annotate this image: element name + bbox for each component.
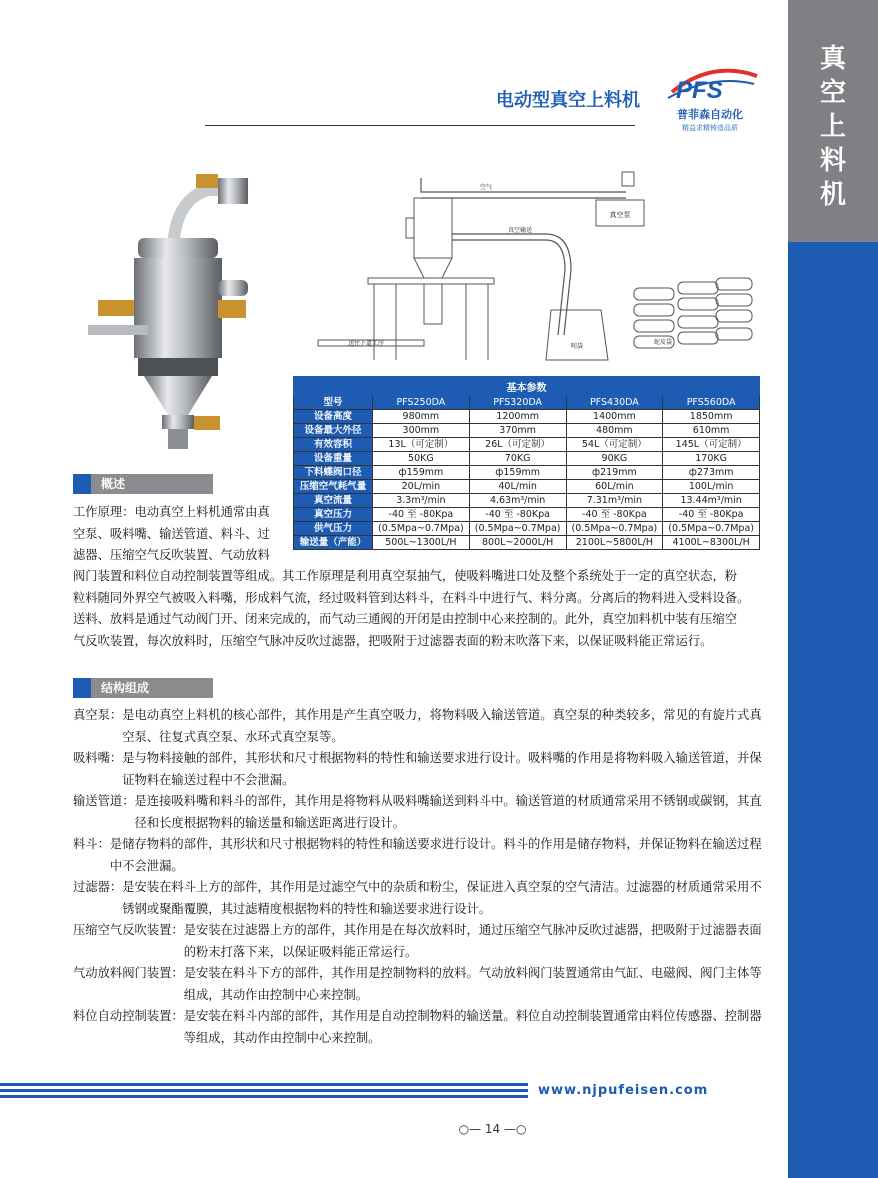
overview-heading: 概述 — [73, 474, 213, 494]
table-cell: 980mm — [373, 410, 470, 424]
structure-item — [73, 920, 769, 963]
table-cell: -40 至 -80Kpa — [373, 508, 470, 522]
table-cell: ф159mm — [373, 466, 470, 480]
structure-item-text: 是连接吸料嘴和料斗的部件，其作用是将物料从吸料嘴输送到料斗中。输送管道的材质通常采用不锈钢或碳钢，其直径和长度根据物料的输送量和输送距离进行设计。 — [134, 794, 762, 830]
table-row — [294, 480, 760, 494]
table-row — [294, 452, 760, 466]
parameter-table — [293, 376, 760, 550]
structure-item — [73, 834, 769, 877]
table-row-label: 真空压力 — [294, 508, 373, 522]
structure-item-key: 料位自动控制装置： — [73, 1009, 184, 1023]
table-cell: 4.63m³/min — [469, 494, 566, 508]
table-cell: 13.44m³/min — [663, 494, 760, 508]
structure-heading: 结构组成 — [73, 678, 213, 698]
overview-text-narrow — [73, 502, 288, 567]
table-row — [294, 424, 760, 438]
structure-item-text: 是安装在料斗上方的部件，其作用是过滤空气中的杂质和粉尘，保证进入真空泵的空气清洁。过滤器的材质通常采用不锈钢或聚酯覆膜，其过滤精度根据物料的特性和输送要求进行设计。 — [122, 880, 762, 916]
table-row-label: 真空流量 — [294, 494, 373, 508]
table-cell: 4100L~8300L/H — [663, 536, 760, 550]
table-cell: 26L（可定制） — [469, 438, 566, 452]
structure-item-key: 料斗： — [73, 837, 110, 851]
table-row — [294, 438, 760, 452]
table-row-label: 设备重量 — [294, 452, 373, 466]
structure-item — [73, 748, 769, 791]
structure-item-text: 是安装在料斗下方的部件，其作用是控制物料的放料。气动放料阀门装置通常由气缸、电磁阀、阀门主体等组成，其动作由控制中心来控制。 — [183, 966, 762, 1002]
structure-item — [73, 705, 769, 748]
structure-item — [73, 877, 769, 920]
table-header-row — [294, 396, 760, 410]
table-caption: 基本参数 — [294, 377, 760, 396]
table-cell: 370mm — [469, 424, 566, 438]
side-char: 真 — [819, 44, 846, 74]
structure-item-text: 是安装在料斗内部的部件，其作用是自动控制物料的输送量。料位自动控制装置通常由料位传感器、控制器等组成，其动作由控制中心来控制。 — [183, 1009, 762, 1045]
structure-item-key: 压缩空气反吹装置： — [73, 923, 184, 937]
table-row — [294, 410, 760, 424]
side-tab-blue — [788, 242, 878, 1178]
table-row-label: 供气压力 — [294, 522, 373, 536]
overview-text-wide — [73, 566, 773, 652]
table-cell: -40 至 -80Kpa — [663, 508, 760, 522]
table-cell: 70KG — [469, 452, 566, 466]
table-cell: 1400mm — [566, 410, 663, 424]
table-cell: 1200mm — [469, 410, 566, 424]
side-char: 料 — [819, 146, 846, 176]
side-char: 上 — [819, 112, 846, 142]
website-url[interactable]: www.njpufeisen.com — [538, 1083, 709, 1098]
side-char: 机 — [819, 180, 846, 210]
overview-line: 工作原理：电动真空上料机通常由真 — [73, 505, 270, 519]
table-row-label: 压缩空气耗气量 — [294, 480, 373, 494]
table-cell: 13L（可定制） — [373, 438, 470, 452]
table-cell: -40 至 -80Kpa — [469, 508, 566, 522]
structure-item-key: 过滤器： — [73, 880, 123, 894]
table-cell: 54L（可定制） — [566, 438, 663, 452]
table-cell: 610mm — [663, 424, 760, 438]
structure-item-text: 是电动真空上料机的核心部件，其作用是产生真空吸力，将物料吸入输送管道。真空泵的种类较多，常见的有旋片式真空泵、往复式真空泵、水环式真空泵等。 — [122, 708, 762, 744]
table-cell: (0.5Mpa~0.7Mpa) — [566, 522, 663, 536]
structure-item — [73, 791, 769, 834]
table-row-label: 下料蝶阀口径 — [294, 466, 373, 480]
table-cell: 300mm — [373, 424, 470, 438]
footer-stripes — [0, 1083, 528, 1101]
diagram-conveying-label: 真空输送 — [508, 227, 533, 234]
table-cell: (0.5Mpa~0.7Mpa) — [469, 522, 566, 536]
table-row — [294, 466, 760, 480]
logo-mark: PFS — [676, 77, 723, 104]
structure-item — [73, 963, 769, 1006]
structure-item-text: 是与物料接触的部件，其形状和尺寸根据物料的特性和输送要求进行设计。吸料嘴的作用是将物料吸入输送管道，并保证物料在输送过程中不会泄漏。 — [122, 751, 762, 787]
table-cell: 90KG — [566, 452, 663, 466]
table-row — [294, 522, 760, 536]
table-cell: 60L/min — [566, 480, 663, 494]
table-header-cell: PFS560DA — [663, 396, 760, 410]
table-header-cell: PFS320DA — [469, 396, 566, 410]
diagram-receiving-label: 送往下道工序 — [348, 340, 385, 347]
overview-line: 阀门装置和料位自动控制装置等组成。其工作原理是利用真空泵抽气，使吸料嘴进口处及整个系统处于一定的真空状态，粉 — [73, 569, 738, 583]
side-tab-title — [788, 42, 878, 212]
overview-line: 滤器、压缩空气反吹装置、气动放料 — [73, 548, 270, 562]
table-header-cell: PFS250DA — [373, 396, 470, 410]
structure-item-text: 是储存物料的部件，其形状和尺寸根据物料的特性和输送要求进行设计。料斗的作用是储存物料，并保证物料在输送过程中不会泄漏。 — [109, 837, 762, 873]
table-header-cell: 型号 — [294, 396, 373, 410]
table-cell: ф273mm — [663, 466, 760, 480]
logo-slogan: 精益求精铸造品质 — [682, 124, 738, 132]
page-number: ○— 14 —○ — [458, 1122, 527, 1136]
table-row — [294, 508, 760, 522]
table-row — [294, 494, 760, 508]
table-cell: ф159mm — [469, 466, 566, 480]
table-cell: 50KG — [373, 452, 470, 466]
structure-item-key: 真空泵： — [73, 708, 123, 722]
table-cell: 800L~2000L/H — [469, 536, 566, 550]
process-diagram — [296, 170, 758, 365]
table-row-label: 设备高度 — [294, 410, 373, 424]
structure-item-text: 是安装在过滤器上方的部件，其作用是在每次放料时，通过压缩空气脉冲反吹过滤器，把吸附于过滤器表面的粉末打落下来，以保证吸料能正常运行。 — [183, 923, 762, 959]
table-cell: 40L/min — [469, 480, 566, 494]
vacuum-loader-machine-image — [78, 160, 278, 460]
diagram-ton-bag-label: 吨袋 — [570, 343, 584, 350]
table-cell: 20L/min — [373, 480, 470, 494]
side-char: 空 — [819, 78, 846, 108]
overview-line: 空泵、吸料嘴、输送管道、料斗、过 — [73, 526, 270, 541]
table-cell: -40 至 -80Kpa — [566, 508, 663, 522]
table-cell: 100L/min — [663, 480, 760, 494]
overview-line: 气反吹装置，每次放料时，压缩空气脉冲反吹过滤器，把吸附于过滤器表面的粉末吹落下来，以保证吸料能正常运行。 — [73, 633, 713, 648]
table-cell: (0.5Mpa~0.7Mpa) — [663, 522, 760, 536]
table-cell: (0.5Mpa~0.7Mpa) — [373, 522, 470, 536]
structure-item-key: 输送管道： — [73, 794, 135, 808]
table-row-label: 设备最大外径 — [294, 424, 373, 438]
table-row-label: 有效容积 — [294, 438, 373, 452]
table-cell: 500L~1300L/H — [373, 536, 470, 550]
structure-item-key: 气动放料阀门装置： — [73, 966, 184, 980]
table-cell: 170KG — [663, 452, 760, 466]
overview-line: 粒料随同外界空气被吸入料嘴，形成料气流，经过吸料管到达料斗，在料斗中进行气、料分离。分离后的物料进入受料设备。 — [73, 590, 750, 605]
title-divider — [205, 125, 635, 126]
page-title: 电动型真空上料机 — [496, 90, 640, 111]
table-cell: 3.3m³/min — [373, 494, 470, 508]
table-cell: 480mm — [566, 424, 663, 438]
overview-line: 送料、放料是通过气动阀门开、闭来完成的，而气动三通阀的开闭是由控制中心来控制的。此外，真空加料机中装有压缩空 — [73, 612, 738, 626]
diagram-air-label: 空气 — [480, 184, 493, 191]
table-row — [294, 536, 760, 550]
diagram-snake-bag-label: 蛇皮袋 — [653, 339, 673, 346]
table-cell: ф219mm — [566, 466, 663, 480]
logo-name: 普菲森自动化 — [677, 108, 743, 121]
table-cell: 7.31m³/min — [566, 494, 663, 508]
table-cell: 1850mm — [663, 410, 760, 424]
table-cell: 145L（可定制） — [663, 438, 760, 452]
structure-item-key: 吸料嘴： — [73, 751, 123, 765]
table-header-cell: PFS430DA — [566, 396, 663, 410]
diagram-vacuum-pump-label: 真空泵 — [609, 211, 631, 219]
structure-item — [73, 1006, 769, 1049]
table-row-label: 输送量（产能） — [294, 536, 373, 550]
table-cell: 2100L~5800L/H — [566, 536, 663, 550]
